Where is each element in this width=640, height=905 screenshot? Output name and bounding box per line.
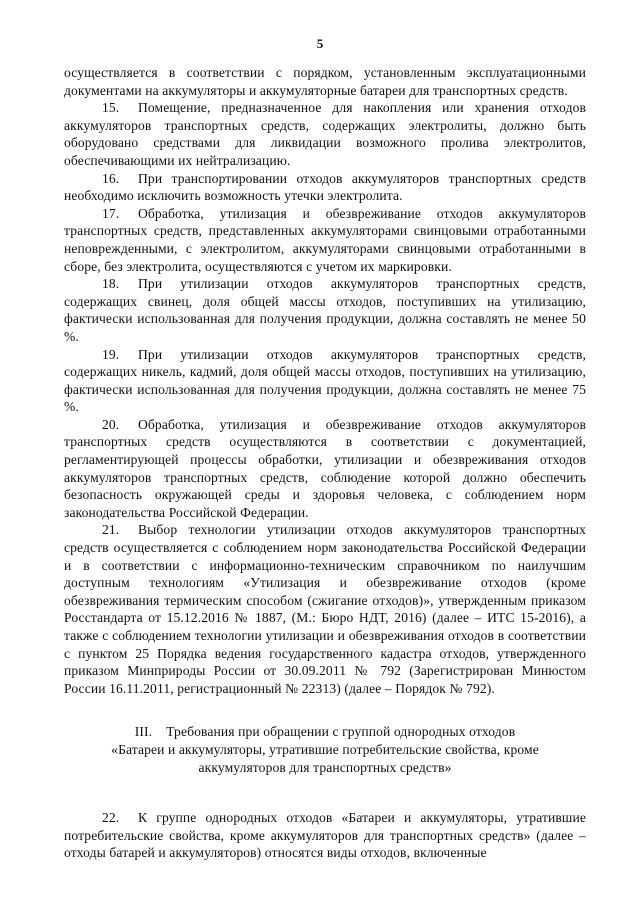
paragraph-number: 16.	[102, 170, 120, 186]
paragraph-17	[64, 205, 586, 275]
paragraph-21	[64, 521, 586, 697]
intro-continuation: осуществляется в соответствии с порядком, установленным эксплуатационными документами на аккумуляторы и аккумуляторные батареи для транспортных средств.	[64, 65, 586, 98]
paragraph-text: Выбор технологии утилизации отходов аккумуляторов транспортных средств осуществляется с соблюдением норм законодательства Российской Федерации и в соответствии с информационно-техническим справочником по наилучшим доступным технологиям «Утилизация и обезвреживание отходов (кроме обезвреживания термическим способом (сжигание отходов)», утвержденным приказом Росстандарта от 15.12.2016 № 1887, (М.: Бюро НДТ, 2016) (далее – ИТС 15-2016), а также с соблюдением технологии утилизации и обезвреживания отходов в соответствии с пунктом 25 Порядка ведения государственного кадастра отходов, утвержденного приказом Минприроды России от 30.09.2011 № 792 (Зарегистрирован Минюстом России 16.11.2011, регистрационный № 22313) (далее – Порядок № 792).	[64, 522, 586, 696]
paragraph-text: К группе однородных отходов «Батареи и аккумуляторы, утратившие потребительские свойства, кроме аккумуляторов для транспортных средств» (далее – отходы батарей и аккумуляторов) относятся виды отходов, включенные	[64, 810, 586, 861]
paragraph-20	[64, 416, 586, 522]
paragraph-text: При утилизации отходов аккумуляторов транспортных средств, содержащих свинец, доля общей массы отходов, поступивших на утилизацию, фактически использованная для получения продукции, должна составлять не менее 50 %.	[64, 276, 586, 344]
section-number: III.	[134, 724, 153, 740]
document-body	[64, 64, 586, 862]
paragraph-text: При утилизации отходов аккумуляторов транспортных средств, содержащих никель, кадмий, доля общей массы отходов, поступивших на утилизацию, фактически использованная для получения продукции, должна составлять не менее 75 %.	[64, 346, 586, 415]
paragraph-text: При транспортировании отходов аккумуляторов транспортных средств необходимо исключить возможность утечки электролита.	[64, 170, 586, 204]
paragraph-18	[64, 275, 586, 345]
paragraph-15	[64, 99, 586, 169]
paragraph-text: Обработка, утилизация и обезвреживание отходов аккумуляторов транспортных средств, представленных аккумуляторами свинцовыми отработанными неповрежденными, с электролитом, аккумуляторами свинцовыми отработанными в сборе, без электролита, осуществляются с учетом их маркировки.	[64, 205, 586, 274]
paragraph-number: 22.	[102, 810, 120, 826]
paragraph-22	[64, 809, 586, 862]
paragraph-number: 20.	[102, 416, 120, 432]
paragraph-19	[64, 346, 586, 416]
section-title-line-2: «Батареи и аккумуляторы, утратившие потребительские свойства, кроме	[111, 741, 539, 757]
section-title-line-3: аккумуляторов для транспортных средств»	[198, 759, 452, 775]
section-heading-line-1	[64, 723, 586, 741]
paragraph-text: Обработка, утилизация и обезвреживание отходов аккумуляторов транспортных средств осуществляются в соответствии с документацией, регламентирующей процессы обработки, утилизации и обезвреживания отходов аккумуляторов транспортных средств, соблюдение которой должно обеспечить безопасность окружающей среды и здоровья человека, с соблюдением норм законодательства Российской Федерации.	[64, 416, 586, 520]
paragraph-16	[64, 170, 586, 205]
paragraph-number: 19.	[102, 346, 120, 362]
paragraph-text: Помещение, предназначенное для накопления или хранения отходов аккумуляторов транспортных средств, содержащих электролиты, должно быть оборудовано средствами для ликвидации возможного пролива электролитов, обеспечивающими их нейтрализацию.	[64, 100, 586, 168]
paragraph-number: 17.	[102, 205, 120, 221]
page-number: 5	[316, 36, 324, 51]
section-title-line-1: Требования при обращении с группой однородных отходов	[166, 724, 516, 740]
section-heading	[64, 723, 586, 776]
paragraph-number: 21.	[102, 522, 120, 538]
paragraph-number: 15.	[102, 100, 120, 116]
paragraph-number: 18.	[102, 276, 120, 292]
